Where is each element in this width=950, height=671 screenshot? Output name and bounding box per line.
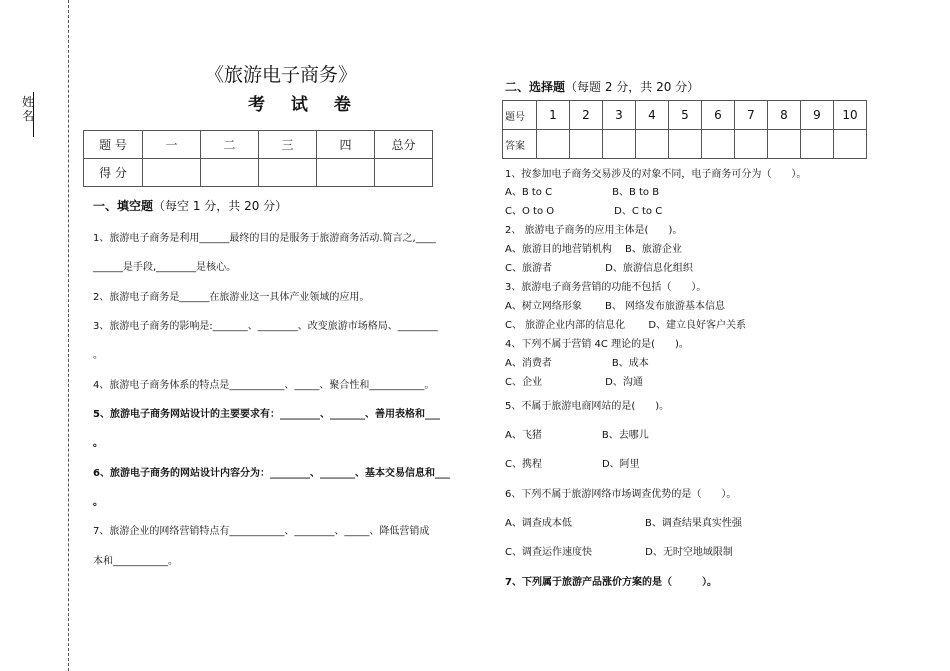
section2-line: A、B to C B、B to B	[505, 187, 660, 198]
name-label-char: 名	[22, 109, 35, 123]
section2-line: 1、按参加电子商务交易涉及的对象不同，电子商务可分为（ ）。	[505, 169, 807, 180]
answer-cell	[669, 130, 702, 159]
answer-table	[502, 100, 867, 159]
section1-note: （每空 1 分，共 20 分）	[153, 199, 288, 213]
name-label-char: 姓	[22, 95, 35, 109]
section2-line: C、企业 D、沟通	[505, 377, 643, 388]
section2-line: C、调查运作速度快 D、无时空地域限制	[505, 547, 733, 558]
score-cell	[201, 159, 259, 187]
score-cell	[143, 159, 201, 187]
score-cell	[259, 159, 317, 187]
section2-line: A、树立网络形象 B、 网络发布旅游基本信息	[505, 301, 726, 312]
question-number-cell: 1	[537, 101, 570, 130]
section1-line: 。	[93, 497, 103, 508]
binding-dashed-line	[68, 0, 69, 671]
section1-line: 4、旅游电子商务体系的特点是___________、_____、聚合性和___________。	[93, 380, 435, 391]
section1-line: 3、旅游电子商务的影响是:_______、________、改变旅游市场格局、________	[93, 321, 438, 332]
section1-line: 5、旅游电子商务网站设计的主要要求有：________、_______、善用表格和___	[93, 409, 440, 420]
question-number-cell: 10	[834, 101, 867, 130]
section2-line: 3、旅游电子商务营销的功能不包括（ ）。	[505, 282, 707, 293]
section2-heading-text: 二、选择题	[505, 80, 566, 94]
score-header-cell: 一	[143, 131, 201, 159]
section1-line: 6、旅游电子商务的网站设计内容分为：________、_______、基本交易信息和___	[93, 468, 450, 479]
section2-line: 4、下列不属于营销 4C 理论的是( )。	[505, 339, 689, 350]
section1-line: 2、旅游电子商务是______在旅游业这一具体产业领域的应用。	[93, 292, 370, 303]
section1-line: ______是手段,________是核心。	[93, 262, 237, 273]
question-number-cell: 2	[570, 101, 603, 130]
answer-cell	[570, 130, 603, 159]
score-table-header-row	[84, 131, 433, 159]
section1-line: 1、旅游电子商务是利用______最终的目的是服务于旅游商务活动.简言之,____	[93, 233, 436, 244]
section2-heading	[505, 78, 699, 95]
score-header-cell: 三	[259, 131, 317, 159]
answer-cell	[834, 130, 867, 159]
answer-cell	[735, 130, 768, 159]
section1-line: 。	[93, 350, 103, 361]
name-label-text	[22, 95, 42, 123]
question-number-cell: 3	[603, 101, 636, 130]
section2-note: （每题 2 分，共 20 分）	[565, 80, 700, 94]
section1-line: 本和___________。	[93, 556, 178, 567]
exam-subtitle: 考 试 卷	[248, 95, 361, 115]
answer-cell	[537, 130, 570, 159]
answer-table-answer-row	[503, 130, 867, 159]
score-header-cell: 二	[201, 131, 259, 159]
section1-heading	[93, 197, 287, 214]
section1-line: 7、旅游企业的网络营销特点有___________、________、_____、降低营销成	[93, 526, 430, 537]
section2-line: A、旅游目的地营销机构 B、旅游企业	[505, 244, 682, 255]
answer-table-number-row	[503, 101, 867, 130]
answer-cell	[636, 130, 669, 159]
section1-heading-text: 一、填空题	[93, 199, 154, 213]
answer-cell	[801, 130, 834, 159]
section2-line: C、携程 D、阿里	[505, 459, 640, 470]
score-table-score-row	[84, 159, 433, 187]
section2-line: C、旅游者 D、旅游信息化组织	[505, 263, 693, 274]
question-number-cell: 6	[702, 101, 735, 130]
score-row-label: 得 分	[84, 159, 143, 187]
section2-line: C、O to O D、C to C	[505, 206, 663, 217]
answer-row-label: 答案	[503, 130, 537, 159]
question-number-cell: 5	[669, 101, 702, 130]
score-header-cell: 四	[317, 131, 375, 159]
score-cell	[375, 159, 433, 187]
section2-line: C、 旅游企业内部的信息化 D、建立良好客户关系	[505, 320, 747, 331]
question-number-cell: 9	[801, 101, 834, 130]
answer-row-label: 题号	[503, 101, 537, 130]
exam-title: 《旅游电子商务》	[205, 64, 358, 86]
section2-line: 2、 旅游电子商务的应用主体是( )。	[505, 225, 683, 236]
score-header-cell: 总分	[375, 131, 433, 159]
question-number-cell: 4	[636, 101, 669, 130]
score-table	[83, 130, 433, 187]
name-label	[22, 95, 42, 123]
question-number-cell: 7	[735, 101, 768, 130]
question-number-cell: 8	[768, 101, 801, 130]
section2-line: 7、下列属于旅游产品涨价方案的是（ ）。	[505, 577, 717, 588]
answer-cell	[702, 130, 735, 159]
section2-line: A、飞猪 B、去哪儿	[505, 430, 649, 441]
section2-line: A、调查成本低 B、调查结果真实性强	[505, 518, 742, 529]
score-header-cell: 题 号	[84, 131, 143, 159]
section2-line: A、消费者 B、成本	[505, 358, 649, 369]
section1-line: 。	[93, 438, 103, 449]
section2-line: 5、不属于旅游电商网站的是( )。	[505, 401, 670, 412]
score-cell	[317, 159, 375, 187]
answer-cell	[603, 130, 636, 159]
section2-line: 6、下列不属于旅游网络市场调查优势的是（ ）。	[505, 489, 737, 500]
answer-cell	[768, 130, 801, 159]
